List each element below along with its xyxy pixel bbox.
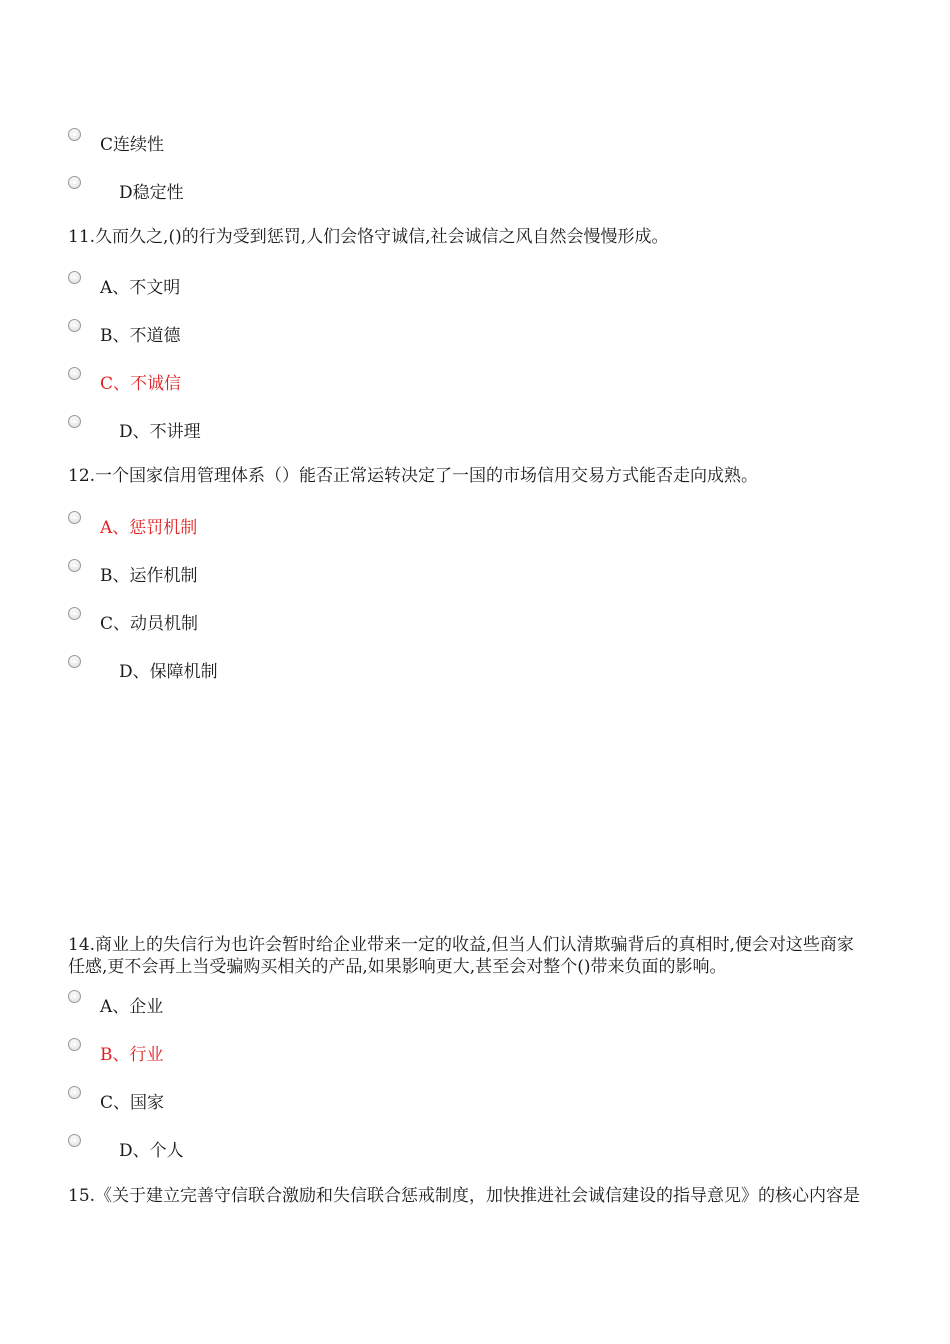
radio-button-icon[interactable]: [68, 559, 81, 572]
option-label-correct: A、惩罚机制: [100, 518, 198, 538]
option-label: C、动员机制: [100, 614, 199, 634]
option-label: B、运作机制: [100, 566, 198, 586]
radio-button-icon[interactable]: [68, 607, 81, 620]
radio-button-icon[interactable]: [68, 1038, 81, 1051]
radio-button-icon[interactable]: [68, 1086, 81, 1099]
radio-button-icon[interactable]: [68, 176, 81, 189]
question-14-text: [68, 934, 950, 978]
question-15-text: 15.《关于建立完善守信联合激励和失信联合惩戒制度，加快推进社会诚信建设的指导意见》的核心内容是: [68, 1186, 861, 1206]
option-label-correct: B、行业: [100, 1045, 164, 1065]
option-label: A、不文明: [100, 278, 181, 298]
question-14-line-1: 14.商业上的失信行为也许会暂时给企业带来一定的收益,但当人们认清欺骗背后的真相时,便会对这些商家: [68, 935, 854, 955]
option-label: D、个人: [119, 1141, 184, 1161]
radio-button-icon[interactable]: [68, 319, 81, 332]
radio-button-icon[interactable]: [68, 128, 81, 141]
radio-button-icon[interactable]: [68, 367, 81, 380]
option-label-correct: C、不诚信: [100, 374, 182, 394]
radio-button-icon[interactable]: [68, 271, 81, 284]
question-14-line-2: 任感,更不会再上当受骗购买相关的产品,如果影响更大,甚至会对整个()带来负面的影响。: [68, 957, 727, 977]
option-label: B、不道德: [100, 326, 181, 346]
option-label: C连续性: [100, 135, 165, 155]
option-label: D稳定性: [119, 183, 184, 203]
question-11-text: 11.久而久之,()的行为受到惩罚,人们会恪守诚信,社会诚信之风自然会慢慢形成。: [68, 227, 669, 247]
option-label: D、不讲理: [119, 422, 201, 442]
option-label: A、企业: [100, 997, 164, 1017]
option-label: C、国家: [100, 1093, 165, 1113]
option-label: D、保障机制: [119, 662, 218, 682]
radio-button-icon[interactable]: [68, 655, 81, 668]
radio-button-icon[interactable]: [68, 511, 81, 524]
radio-button-icon[interactable]: [68, 1134, 81, 1147]
question-12-text: 12.一个国家信用管理体系（）能否正常运转决定了一国的市场信用交易方式能否走向成熟。: [68, 466, 759, 486]
radio-button-icon[interactable]: [68, 415, 81, 428]
radio-button-icon[interactable]: [68, 990, 81, 1003]
